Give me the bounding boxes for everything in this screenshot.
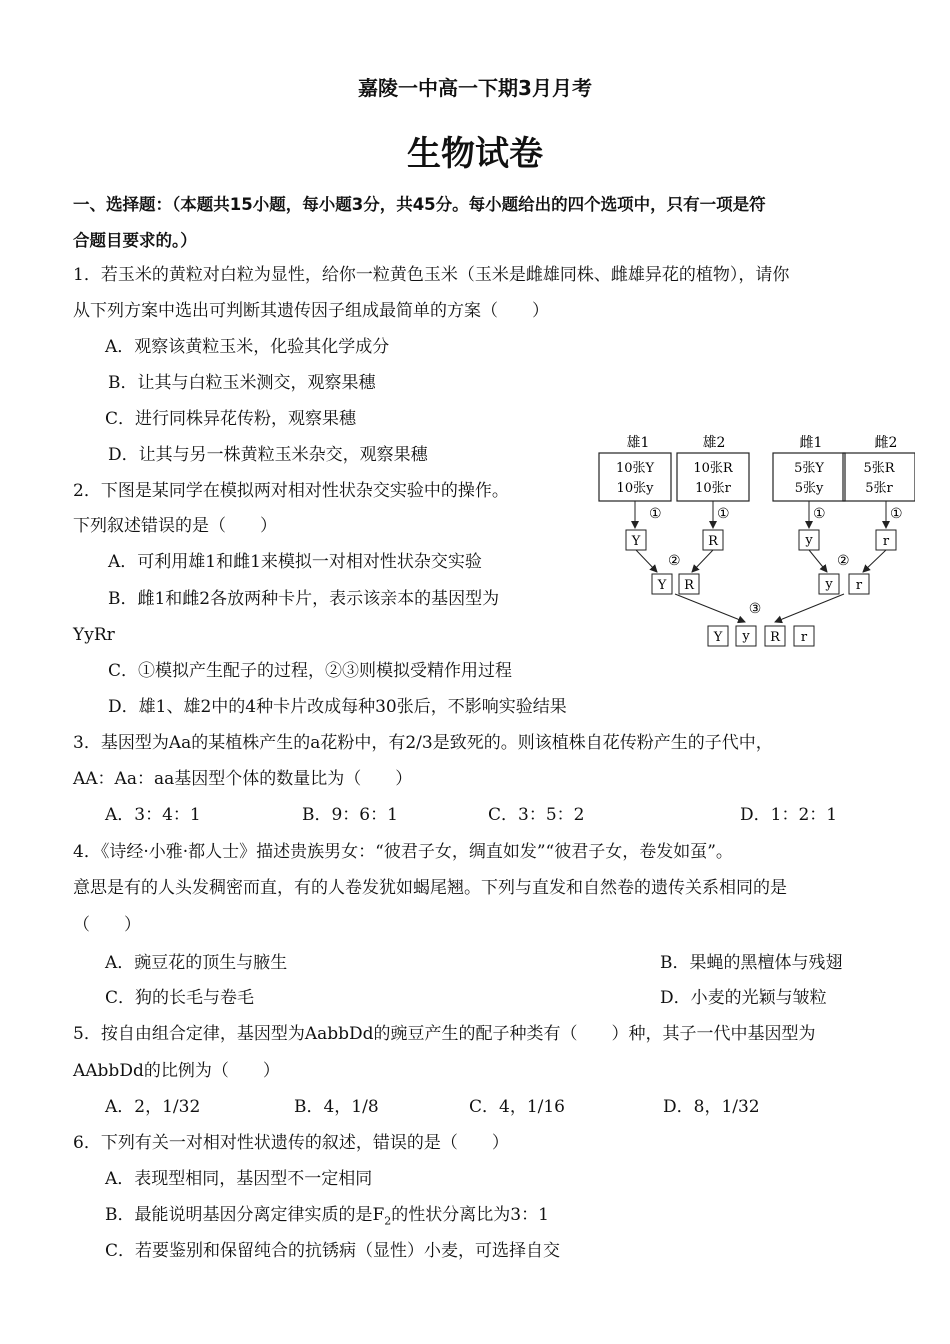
box-male2-line2: 10张r xyxy=(695,481,731,496)
q6-option-b-post: 的性状分离比为3：1 xyxy=(391,1205,549,1225)
q2-option-d: D．雄1、雄2中的4种卡片改成每种30张后，不影响实验结果 xyxy=(108,697,567,717)
section-heading-line2: 合题目要求的。） xyxy=(73,231,197,250)
step2-female: ② xyxy=(837,553,850,569)
exam-title: 嘉陵一中高一下期3月月考 xyxy=(358,76,592,100)
q4-option-c: C．狗的长毛与卷毛 xyxy=(105,988,255,1008)
male-pair-card2-text: R xyxy=(684,578,694,593)
q6-option-b xyxy=(105,1203,549,1233)
q6-option-c: C．若要鉴别和保留纯合的抗锈病（显性）小麦，可选择自交 xyxy=(105,1241,561,1261)
q5-option-d: D．8，1/32 xyxy=(663,1097,760,1117)
q1-option-a: A．观察该黄粒玉米，化验其化学成分 xyxy=(105,337,390,357)
q2-stem-line1: 2．下图是某同学在模拟两对相对性状杂交实验中的操作。 xyxy=(73,481,509,501)
q6-option-a: A．表现型相同，基因型不一定相同 xyxy=(105,1169,373,1189)
q6-stem: 6．下列有关一对相对性状遗传的叙述，错误的是（ ） xyxy=(73,1133,509,1153)
q2-stem-line2: 下列叙述错误的是（ ） xyxy=(73,516,277,536)
q2-option-a: A．可利用雄1和雌1来模拟一对相对性状杂交实验 xyxy=(108,552,482,572)
box-female2-line1: 5张R xyxy=(863,461,895,476)
box-male1-line1: 10张Y xyxy=(615,461,655,476)
box-label-female1: 雌1 xyxy=(799,435,823,451)
q3-stem-line2: AA：Aa：aa基因型个体的数量比为（ ） xyxy=(73,769,413,789)
q2-option-b-line2: YyRr xyxy=(73,625,115,645)
card-pick-female1-text: y xyxy=(805,533,813,548)
q5-option-b: B．4，1/8 xyxy=(294,1097,379,1117)
box-label-male2: 雄2 xyxy=(702,435,726,451)
q1-stem-line2: 从下列方案中选出可判断其遗传因子组成最简单的方案（ ） xyxy=(73,301,549,321)
q6-option-b-sub: 2 xyxy=(384,1214,392,1228)
q5-stem-line1: 5．按自由组合定律，基因型为AabbDd的豌豆产生的配子种类有（ ）种，其子一代中基因型为 xyxy=(73,1024,816,1044)
q5-option-a: A．2，1/32 xyxy=(105,1097,201,1117)
male-pair-card1-text: Y xyxy=(657,578,667,593)
box-female1-line2: 5张y xyxy=(794,481,824,496)
q5-option-c: C．4，1/16 xyxy=(469,1097,565,1117)
result-card2-text: y xyxy=(742,629,750,644)
q4-stem-line2: 意思是有的人头发稠密而直，有的人卷发犹如蝎尾翘。下列与直发和自然卷的遗传关系相同的是 xyxy=(73,878,787,898)
card-simulation-diagram xyxy=(595,432,915,652)
q4-option-a: A．豌豆花的顶生与腋生 xyxy=(105,953,288,973)
q3-option-b: B．9：6：1 xyxy=(302,805,398,825)
q3-option-c: C．3：5：2 xyxy=(488,805,585,825)
q3-option-d: D．1：2：1 xyxy=(740,805,838,825)
q4-stem-line1: 4．《诗经·小雅·都人士》描述贵族男女：“彼君子女，绸直如发”“彼君子女，卷发如虿”。 xyxy=(73,842,733,862)
box-male2-line1: 10张R xyxy=(693,461,733,476)
box-female2-line2: 5张r xyxy=(865,481,893,496)
card-pick-male1-text: Y xyxy=(631,534,641,549)
q4-stem-line3: （ ） xyxy=(73,915,141,935)
q5-stem-line2: AAbbDd的比例为（ ） xyxy=(73,1061,280,1081)
subject-title: 生物试卷 xyxy=(407,134,543,174)
q3-stem-line1: 3．基因型为Aa的某植株产生的a花粉中，有2/3是致死的。则该植株自花传粉产生的子代中， xyxy=(73,733,773,753)
box-male1-line2: 10张y xyxy=(616,481,654,496)
q3-option-a: A．3：4：1 xyxy=(105,805,201,825)
section-heading-line1: 一、选择题：（本题共15小题，每小题3分，共45分。每小题给出的四个选项中，只有一项是符 xyxy=(73,195,766,214)
result-card1-text: Y xyxy=(713,630,723,645)
q2-option-c: C．①模拟产生配子的过程，②③则模拟受精作用过程 xyxy=(108,661,513,681)
female-pair-card1-text: y xyxy=(825,577,833,592)
q1-option-b: B．让其与白粒玉米测交，观察果穗 xyxy=(108,373,376,393)
q1-option-c: C．进行同株异花传粉，观察果穗 xyxy=(105,409,357,429)
step1-female1: ① xyxy=(813,506,826,522)
step1-male2: ① xyxy=(717,506,730,522)
q1-option-d: D．让其与另一株黄粒玉米杂交，观察果穗 xyxy=(108,445,428,465)
card-pick-male2-text: R xyxy=(708,534,718,549)
box-label-male1: 雄1 xyxy=(626,435,650,451)
box-female1-line1: 5张Y xyxy=(794,461,824,476)
q2-option-b-line1: B．雌1和雌2各放两种卡片，表示该亲本的基因型为 xyxy=(108,589,500,609)
result-card3-text: R xyxy=(770,630,780,645)
q4-option-b: B．果蝇的黑檀体与残翅 xyxy=(660,953,843,973)
q4-option-d: D．小麦的光颖与皱粒 xyxy=(660,988,827,1008)
q6-option-b-pre: B．最能说明基因分离定律实质的是F xyxy=(105,1205,385,1225)
card-pick-female2-text: r xyxy=(882,534,890,549)
step3: ③ xyxy=(748,601,762,617)
result-card4-text: r xyxy=(800,630,808,645)
q1-stem-line1: 1．若玉米的黄粒对白粒为显性，给你一粒黄色玉米（玉米是雌雄同株、雌雄异花的植物），请你 xyxy=(73,265,790,285)
female-pair-card2-text: r xyxy=(855,578,863,593)
box-label-female2: 雌2 xyxy=(874,435,898,451)
step1-female2: ① xyxy=(890,506,903,522)
step1-male1: ① xyxy=(649,506,662,522)
step2-male: ② xyxy=(668,553,681,569)
